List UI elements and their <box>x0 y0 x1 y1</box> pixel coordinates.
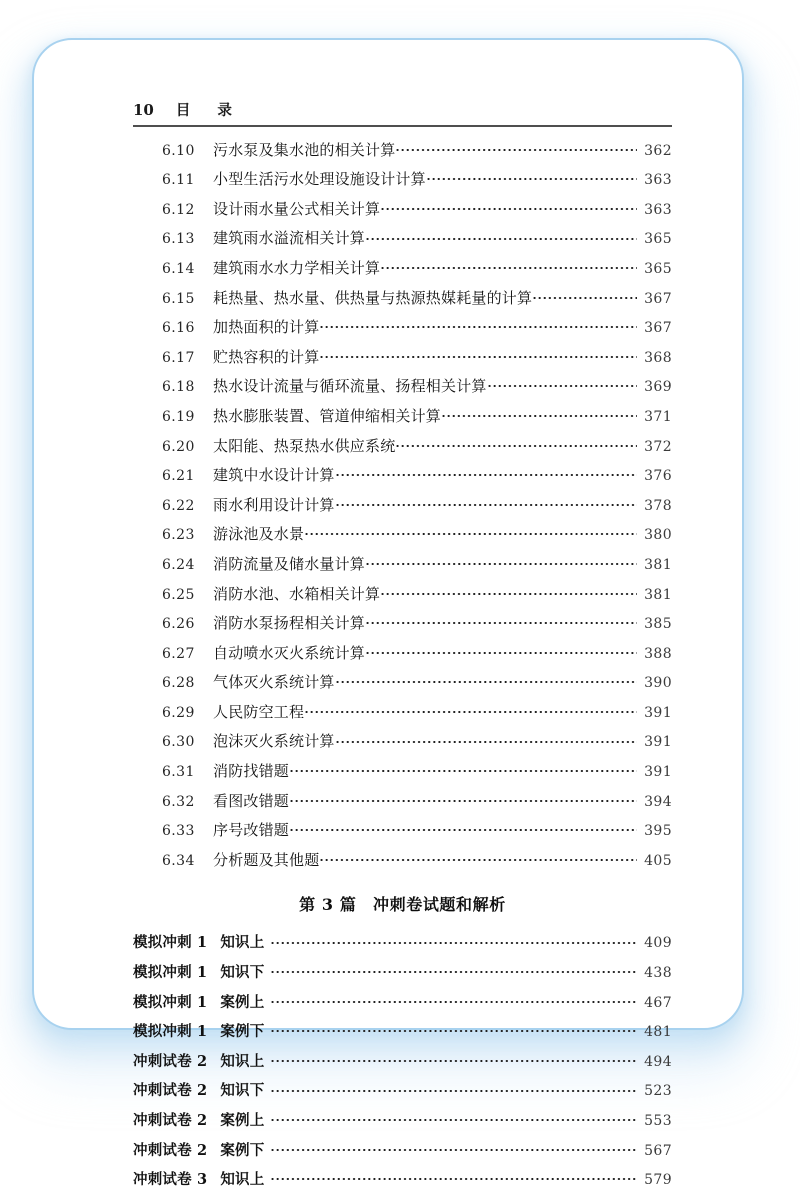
exam-entry-page-number: 481 <box>644 1024 672 1041</box>
toc-entry-number: 6.15 <box>162 290 195 307</box>
toc-entry-number: 6.13 <box>162 231 195 248</box>
toc-entry-number: 6.33 <box>162 823 195 840</box>
exam-entry-page-number: 553 <box>644 1113 672 1129</box>
exam-entry[interactable] <box>133 1020 672 1050</box>
toc-entry-number: 6.27 <box>162 645 195 662</box>
toc-entry-page-number: 368 <box>644 349 672 366</box>
toc-entry[interactable] <box>133 760 672 790</box>
toc-entry-number: 6.12 <box>162 201 195 218</box>
toc-entry-page-number: 363 <box>644 201 672 218</box>
exam-entry-name: 模拟冲刺 1 <box>133 993 208 1011</box>
exam-entry-part: 知识下 <box>220 964 265 982</box>
dot-leader <box>365 643 637 658</box>
dot-leader <box>270 1170 637 1185</box>
toc-entry-title: 太阳能、热泵热水供应系统 <box>213 436 396 455</box>
toc-entry[interactable] <box>133 612 672 642</box>
toc-entry[interactable] <box>133 671 672 701</box>
toc-entry-page-number: 381 <box>644 586 672 603</box>
toc-entry-number: 6.26 <box>162 616 195 633</box>
dot-leader <box>335 673 637 688</box>
toc-entry-number: 6.23 <box>162 527 195 544</box>
toc-entry-title: 建筑雨水水力学相关计算 <box>213 258 381 277</box>
dot-leader <box>319 347 637 362</box>
toc-entry-page-number: 367 <box>644 290 672 307</box>
toc-entry[interactable] <box>133 227 672 257</box>
exam-entry[interactable] <box>133 1050 672 1080</box>
exam-entry-name: 模拟冲刺 1 <box>133 934 208 952</box>
toc-entry-page-number: 363 <box>644 172 672 189</box>
toc-entry-title: 看图改错题 <box>213 791 290 810</box>
exam-entry[interactable] <box>133 1139 672 1169</box>
toc-entry-title: 序号改错题 <box>213 821 290 840</box>
toc-entry-number: 6.20 <box>162 438 195 455</box>
dot-leader <box>270 1051 637 1066</box>
toc-entry-title: 耗热量、热水量、供热量与热源热媒耗量的计算 <box>213 288 533 307</box>
header-rule <box>133 125 672 127</box>
exam-entry-list <box>133 931 672 1197</box>
toc-entry-page-number: 385 <box>644 616 672 633</box>
toc-entry-number: 6.19 <box>162 408 195 425</box>
toc-entry-title: 小型生活污水处理设施设计计算 <box>213 170 426 189</box>
toc-entry-number: 6.30 <box>162 734 195 751</box>
toc-entry[interactable] <box>133 790 672 820</box>
dot-leader <box>270 1022 637 1037</box>
toc-entry-title: 设计雨水量公式相关计算 <box>213 199 381 218</box>
dot-leader <box>270 1140 637 1155</box>
toc-entry-page-number: 362 <box>644 142 672 159</box>
exam-entry-page-number: 438 <box>644 965 672 982</box>
toc-entry[interactable] <box>133 257 672 287</box>
toc-entry-page-number: 405 <box>644 852 672 869</box>
toc-entry[interactable] <box>133 316 672 346</box>
toc-entry-title: 建筑中水设计计算 <box>213 466 335 485</box>
part-heading: 第 3 篇 冲刺卷试题和解析 <box>299 895 506 915</box>
dot-leader <box>289 821 637 836</box>
exam-entry-part: 案例下 <box>220 1141 265 1159</box>
toc-entry-page-number: 378 <box>644 497 672 514</box>
toc-entry-number: 6.22 <box>162 497 195 514</box>
toc-entry-page-number: 391 <box>644 704 672 721</box>
toc-entry-title: 消防水泵扬程相关计算 <box>213 614 366 633</box>
dot-leader <box>304 702 637 717</box>
exam-entry-name: 冲刺试卷 2 <box>133 1141 208 1159</box>
toc-entry-page-number: 381 <box>644 556 672 573</box>
toc-entry-page-number: 380 <box>644 527 672 544</box>
dot-leader <box>270 1111 637 1126</box>
toc-entry-page-number: 365 <box>644 260 672 277</box>
toc-entry-page-number: 369 <box>644 379 672 396</box>
toc-entry-title: 贮热容积的计算 <box>213 347 320 366</box>
dot-leader <box>426 170 637 185</box>
exam-entry-page-number: 523 <box>644 1083 672 1100</box>
exam-entry-page-number: 467 <box>644 994 672 1011</box>
toc-entry-page-number: 394 <box>644 793 672 810</box>
toc-entry[interactable] <box>133 435 672 465</box>
toc-entry-title: 气体灭火系统计算 <box>213 673 335 692</box>
toc-entry[interactable] <box>133 346 672 376</box>
dot-leader <box>487 377 637 392</box>
exam-entry-part: 案例上 <box>220 1112 265 1129</box>
toc-entry-page-number: 365 <box>644 231 672 248</box>
dot-leader <box>335 732 637 747</box>
toc-entry-number: 6.17 <box>162 349 195 366</box>
toc-entry[interactable] <box>133 464 672 494</box>
exam-entry-page-number: 494 <box>644 1053 672 1070</box>
toc-entry-number: 6.10 <box>162 142 195 159</box>
exam-entry-name: 冲刺试卷 2 <box>133 1112 208 1129</box>
exam-entry-page-number: 579 <box>644 1172 672 1189</box>
exam-entry-name: 冲刺试卷 3 <box>133 1171 208 1189</box>
toc-entry-number: 6.34 <box>162 852 195 869</box>
exam-entry[interactable] <box>133 1079 672 1109</box>
toc-entry-title: 加热面积的计算 <box>213 318 320 337</box>
toc-entry-number: 6.32 <box>162 793 195 810</box>
toc-entry-page-number: 391 <box>644 734 672 751</box>
dot-leader <box>532 288 637 303</box>
exam-entry-part: 知识上 <box>220 1052 265 1070</box>
toc-entry-number: 6.31 <box>162 764 195 781</box>
toc-entry-page-number: 390 <box>644 675 672 692</box>
toc-entry-title: 热水膨胀装置、管道伸缩相关计算 <box>213 406 442 425</box>
toc-entry-page-number: 391 <box>644 764 672 781</box>
toc-entry-number: 6.14 <box>162 260 195 277</box>
toc-entry-list <box>133 139 672 879</box>
exam-entry-part: 案例下 <box>220 1023 265 1041</box>
toc-entry-number: 6.21 <box>162 468 195 485</box>
toc-entry-page-number: 372 <box>644 438 672 455</box>
toc-entry[interactable] <box>133 553 672 583</box>
exam-entry-part: 知识上 <box>220 934 265 952</box>
toc-entry-number: 6.28 <box>162 675 195 692</box>
toc-entry[interactable] <box>133 494 672 524</box>
dot-leader <box>289 762 637 777</box>
toc-entry-title: 游泳池及水景 <box>213 525 305 544</box>
toc-entry-title: 热水设计流量与循环流量、扬程相关计算 <box>213 377 487 396</box>
toc-entry-number: 6.16 <box>162 320 195 337</box>
toc-entry[interactable] <box>133 819 672 849</box>
toc-entry[interactable] <box>133 849 672 879</box>
toc-entry-title: 自动喷水灭火系统计算 <box>213 643 366 662</box>
dot-leader <box>319 850 637 865</box>
toc-entry[interactable] <box>133 583 672 613</box>
toc-entry-title: 分析题及其他题 <box>213 850 320 869</box>
dot-leader <box>365 554 637 569</box>
toc-entry[interactable] <box>133 405 672 435</box>
toc-entry-title: 消防水池、水箱相关计算 <box>213 584 381 603</box>
dot-leader <box>395 436 637 451</box>
exam-entry[interactable] <box>133 991 672 1021</box>
toc-entry-number: 6.25 <box>162 586 195 603</box>
toc-entry-number: 6.29 <box>162 704 195 721</box>
toc-entry-number: 6.11 <box>162 172 195 189</box>
folio-number: 10 <box>133 101 154 119</box>
exam-entry-page-number: 409 <box>644 935 672 952</box>
exam-entry[interactable] <box>133 1109 672 1139</box>
exam-entry-name: 模拟冲刺 1 <box>133 1023 208 1041</box>
exam-entry-part: 案例上 <box>220 993 265 1011</box>
toc-entry-number: 6.24 <box>162 556 195 573</box>
toc-entry[interactable] <box>133 642 672 672</box>
toc-entry[interactable] <box>133 523 672 553</box>
toc-entry-number: 6.18 <box>162 379 195 396</box>
dot-leader <box>441 406 637 421</box>
exam-entry-part: 知识上 <box>220 1171 265 1189</box>
page-content <box>133 99 672 1198</box>
toc-entry-title: 建筑雨水溢流相关计算 <box>213 229 366 248</box>
toc-entry-page-number: 388 <box>644 645 672 662</box>
toc-entry-title: 人民防空工程 <box>213 702 305 721</box>
exam-entry-part: 知识下 <box>220 1082 265 1100</box>
dot-leader <box>289 791 637 806</box>
exam-entry-name: 冲刺试卷 2 <box>133 1082 208 1100</box>
toc-entry[interactable] <box>133 198 672 228</box>
exam-entry-page-number: 567 <box>644 1142 672 1159</box>
exam-entry[interactable] <box>133 961 672 991</box>
toc-entry[interactable] <box>133 375 672 405</box>
toc-entry-title: 污水泵及集水池的相关计算 <box>213 140 396 159</box>
dot-leader <box>319 318 637 333</box>
dot-leader <box>270 963 637 978</box>
dot-leader <box>380 258 637 273</box>
dot-leader <box>395 140 637 155</box>
toc-entry[interactable] <box>133 701 672 731</box>
dot-leader <box>380 584 637 599</box>
exam-entry[interactable] <box>133 931 672 961</box>
dot-leader <box>380 199 637 214</box>
exam-entry-name: 冲刺试卷 2 <box>133 1052 208 1070</box>
toc-entry-title: 消防找错题 <box>213 762 290 781</box>
exam-entry-name: 模拟冲刺 1 <box>133 964 208 982</box>
toc-entry[interactable] <box>133 730 672 760</box>
toc-entry[interactable] <box>133 168 672 198</box>
toc-entry-page-number: 376 <box>644 468 672 485</box>
running-head-title: 目 录 <box>175 102 243 119</box>
toc-entry-title: 消防流量及储水量计算 <box>213 554 366 573</box>
toc-entry[interactable] <box>133 139 672 169</box>
exam-entry[interactable] <box>133 1168 672 1198</box>
toc-entry-page-number: 367 <box>644 320 672 337</box>
dot-leader <box>270 992 637 1007</box>
dot-leader <box>270 1081 637 1096</box>
dot-leader <box>270 933 637 948</box>
toc-entry-title: 泡沫灭火系统计算 <box>213 732 335 751</box>
running-head <box>133 99 672 121</box>
toc-entry-page-number: 371 <box>644 408 672 425</box>
dot-leader <box>335 466 637 481</box>
dot-leader <box>365 229 637 244</box>
toc-entry-page-number: 395 <box>644 823 672 840</box>
toc-entry-title: 雨水利用设计计算 <box>213 495 335 514</box>
dot-leader <box>304 525 637 540</box>
dot-leader <box>365 614 637 629</box>
dot-leader <box>335 495 637 510</box>
toc-entry[interactable] <box>133 287 672 317</box>
